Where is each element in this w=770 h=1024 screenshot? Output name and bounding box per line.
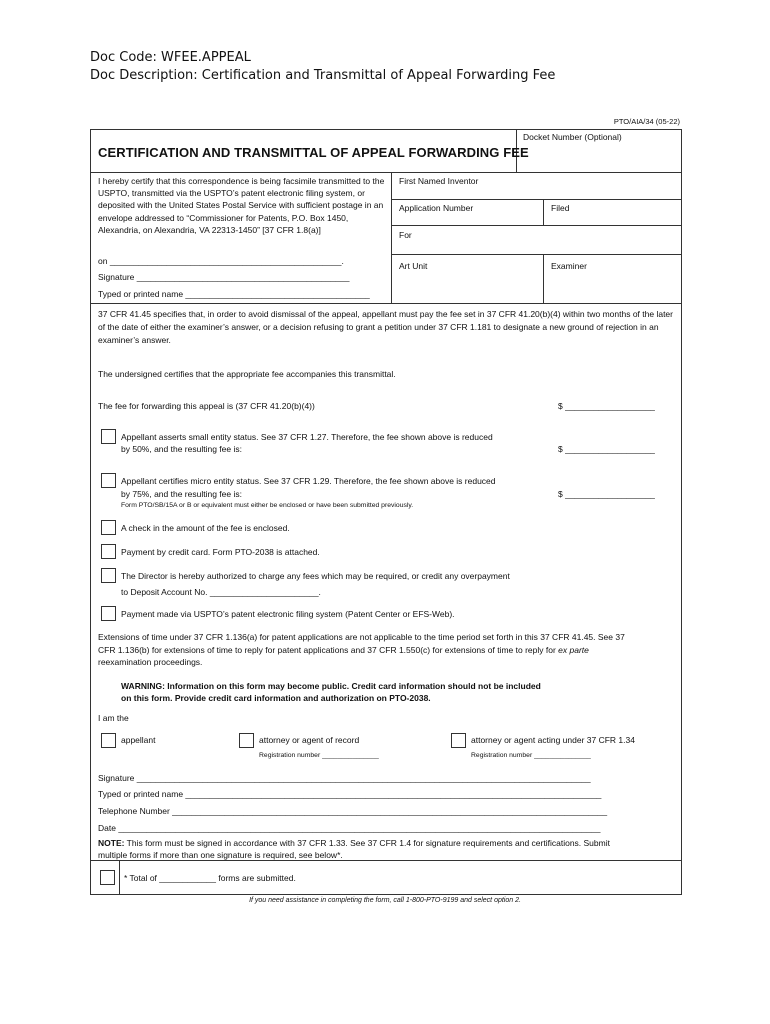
extensions-text-2a: CFR 1.136(b) for extensions of time to reply for patent applications and 37 CFR 1.550(c) for extensions of time to reply for — [98, 645, 559, 655]
application-number-label: Application Number — [399, 203, 474, 213]
fee-amount-label: The fee for forwarding this appeal is (37 CFR 41.20(b)(4)) — [98, 401, 315, 411]
total-divider — [119, 860, 120, 894]
docket-number-label: Docket Number (Optional) — [523, 132, 622, 142]
attorney-acting-checkbox[interactable] — [451, 733, 466, 748]
doc-code: Doc Code: WFEE.APPEAL — [90, 50, 251, 65]
small-entity-text-1: Appellant asserts small entity status. See 37 CFR 1.27. Therefore, the fee shown above is reduced — [121, 432, 493, 442]
attorney-acting-registration-number[interactable]: Registration number _______________ — [471, 752, 591, 759]
artunit-examiner-divider — [543, 254, 544, 303]
appno-bottom-line — [391, 225, 681, 226]
telephone-line[interactable]: Telephone Number ____________________________________________________________________________________________ — [98, 806, 608, 816]
certification-signature-line[interactable]: Signature _____________________________________________ — [98, 272, 350, 282]
extensions-text-3: reexamination proceedings. — [98, 657, 203, 667]
credit-card-text: Payment by credit card. Form PTO-2038 is attached. — [121, 547, 320, 557]
footer-assistance: If you need assistance in completing the form, call 1-800-PTO-9199 and select option 2. — [249, 897, 521, 904]
small-entity-fee-field[interactable]: $ ___________________ — [558, 444, 655, 454]
certification-name-line[interactable]: Typed or printed name _______________________________________ — [98, 289, 370, 299]
printed-name-line[interactable]: Typed or printed name ________________________________________________________________________________________ — [98, 789, 602, 799]
warning-text-2: on this form. Provide credit card information and authorization on PTO-2038. — [121, 693, 431, 703]
warning-text-1: WARNING: Information on this form may become public. Credit card information should not be included — [121, 681, 541, 691]
extensions-text-1: Extensions of time under 37 CFR 1.136(a) for patent applications are not applicable to the time period set forth in this 37 CFR 41.45. See 37 — [98, 632, 625, 642]
micro-entity-text-1: Appellant certifies micro entity status. See 37 CFR 1.29. Therefore, the fee shown above is reduced — [121, 476, 496, 486]
micro-entity-note: Form PTO/SB/15A or B or equivalent must either be enclosed or have been submitted previously. — [121, 502, 414, 509]
iam-label: I am the — [98, 713, 129, 723]
micro-entity-fee-field[interactable]: $ ___________________ — [558, 489, 655, 499]
attorney-registration-number[interactable]: Registration number _______________ — [259, 752, 379, 759]
doc-description: Doc Description: Certification and Transmittal of Appeal Forwarding Fee — [90, 68, 556, 83]
for-bottom-line — [391, 254, 681, 255]
attorney-of-record-checkbox[interactable] — [239, 733, 254, 748]
left-right-divider — [391, 172, 392, 303]
micro-entity-text-2: by 75%, and the resulting fee is: — [121, 489, 242, 499]
check-enclosed-text: A check in the amount of the fee is enclosed. — [121, 523, 290, 533]
deposit-account-checkbox[interactable] — [101, 568, 116, 583]
efs-payment-checkbox[interactable] — [101, 606, 116, 621]
deposit-account-text-2[interactable]: to Deposit Account No. _______________________. — [121, 587, 321, 597]
signature-line[interactable]: Signature ________________________________________________________________________________________________ — [98, 773, 591, 783]
small-entity-checkbox[interactable] — [101, 429, 116, 444]
form-box — [90, 129, 682, 895]
filed-label: Filed — [551, 203, 570, 213]
fee-amount-field[interactable]: $ ___________________ — [558, 401, 655, 411]
form-title: CERTIFICATION AND TRANSMITTAL OF APPEAL FORWARDING FEE — [98, 145, 529, 160]
certification-date-line[interactable]: on _________________________________________________. — [98, 256, 344, 266]
form-number: PTO/AIA/34 (05-22) — [613, 117, 680, 126]
credit-card-checkbox[interactable] — [101, 544, 116, 559]
appno-filed-divider — [543, 199, 544, 225]
note-text-2: multiple forms if more than one signature is required, see below*. — [98, 850, 343, 860]
note-label: NOTE: — [98, 838, 125, 848]
first-named-inventor-label: First Named Inventor — [399, 176, 479, 186]
extensions-text-2b: ex parte — [558, 645, 589, 655]
total-forms-checkbox[interactable] — [100, 870, 115, 885]
date-line[interactable]: Date ______________________________________________________________________________________________________ — [98, 823, 601, 833]
rule-41-45-paragraph: 37 CFR 41.45 specifies that, in order to avoid dismissal of the appeal, appellant must pay the fee set in 37 CFR 41.20(b)(4) within two months of the later of the date of either the examiner’s answer, or a decision refusing to grant a petition under 37 CFR 1.181 to designate a new ground of rejection in an examiner’s answer. — [98, 309, 673, 345]
title-bottom-line — [91, 172, 681, 173]
extensions-text-2 — [98, 644, 589, 656]
appellant-checkbox[interactable] — [101, 733, 116, 748]
total-forms-text[interactable]: * Total of ____________ forms are submitted. — [124, 873, 296, 883]
efs-payment-text: Payment made via USPTO’s patent electronic filing system (Patent Center or EFS-Web). — [121, 609, 455, 619]
upper-section-bottom-line — [91, 303, 681, 304]
attorney-acting-label: attorney or agent acting under 37 CFR 1.34 — [471, 735, 635, 745]
examiner-label: Examiner — [551, 261, 587, 271]
micro-entity-checkbox[interactable] — [101, 473, 116, 488]
note-text-1 — [98, 837, 610, 849]
art-unit-label: Art Unit — [399, 261, 428, 271]
for-label: For — [399, 230, 412, 240]
certification-text: I hereby certify that this correspondence is being facsimile transmitted to the USPTO, transmitted via the USPTO’s patent electronic filing system, or deposited with the United States Postal Service with sufficient postage in an envelope addressed to “Commissioner for Patents, P.O. Box 1450, Alexandria, on Alexandria, VA 22313-1450” [37 CFR 1.8(a)] — [98, 176, 385, 235]
appellant-label: appellant — [121, 735, 156, 745]
certifies-fee-line: The undersigned certifies that the appropriate fee accompanies this transmittal. — [98, 369, 396, 379]
inventor-bottom-line — [391, 199, 681, 200]
attorney-of-record-label: attorney or agent of record — [259, 735, 360, 745]
note-body-1: This form must be signed in accordance with 37 CFR 1.33. See 37 CFR 1.4 for signature requirements and certifications. Submit — [124, 838, 610, 848]
check-enclosed-checkbox[interactable] — [101, 520, 116, 535]
small-entity-text-2: by 50%, and the resulting fee is: — [121, 444, 242, 454]
deposit-account-text-1: The Director is hereby authorized to charge any fees which may be required, or credit any overpayment — [121, 571, 510, 581]
